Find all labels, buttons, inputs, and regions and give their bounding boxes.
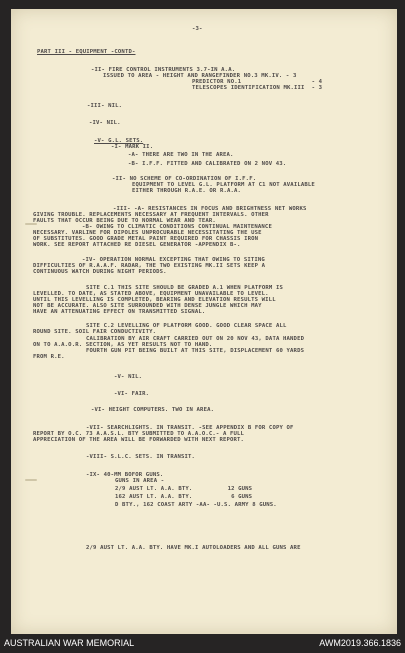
line: NOT BE ACCURATE. ALSO SITE SURROUNDED WITH DENSE JUNGLE WHICH MAY <box>33 303 262 309</box>
line: CALIBRATION BY AIR CRAFT CARRIED OUT ON 20 NOV 43, DATA HANDED <box>86 336 305 342</box>
footer-institution: AUSTRALIAN WAR MEMORIAL <box>4 638 135 648</box>
line: -III- NIL. <box>87 103 123 109</box>
line: -VIII- S.L.C. SETS. IN TRANSIT. <box>86 454 196 460</box>
line: -III- -A- RESISTANCES IN FOCUS AND BRIGHTNESS NET WORKS <box>113 206 307 212</box>
line: -IV- OPERATION NORMAL EXCEPTING THAT OWING TO SITING <box>82 257 265 263</box>
line: TELESCOPES IDENTIFICATION MK.III - 3 <box>192 85 323 91</box>
line: ROUND SITE. SOIL FAIR CONDUCTIVITY. <box>33 329 157 335</box>
line: NECESSARY. VARLINE FOR DIPOLES UNPROCURABLE NECESSITATING THE USE <box>33 230 262 236</box>
line: FOURTH GUN PIT BEING BUILT AT THIS SITE, DISPLACEMENT 60 YARDS <box>86 348 305 354</box>
line: PREDICTOR NO.1 - 4 <box>192 79 323 85</box>
line: EQUIPMENT TO LEVEL G.L. PLATFORM AT C1 NOT AVAILABLE <box>132 182 315 188</box>
line: -VII- SEARCHLIGHTS. IN TRANSIT. -SEE APPENDIX B FOR COPY OF <box>86 425 294 431</box>
line: WORK. SEE REPORT ATTACHED RE DIESEL GENERATOR -APPENDIX B-. <box>33 242 241 248</box>
line: UNTIL THIS LEVELLING IS COMPLETED, BEARING AND ELEVATION RESULTS WILL <box>33 297 276 303</box>
punch-hole <box>25 479 37 481</box>
line: -VI- FAIR. <box>114 391 150 397</box>
document-page <box>11 9 397 634</box>
footer-reference: AWM2019.366.1836 <box>319 638 401 648</box>
line: -I- MARK II. <box>111 144 154 150</box>
line: -A- THERE ARE TWO IN THE AREA. <box>128 152 234 158</box>
line: DIFFICULTIES OF R.A.A.F. RADAR, THE TWO EXISTING MK.II SETS KEEP A <box>33 263 266 269</box>
line: 2/9 AUST LT. A.A. BTY. 12 GUNS <box>115 486 253 492</box>
line: GIVING TROUBLE. REPLACEMENTS NECESSARY AT FREQUENT INTERVALS. OTHER <box>33 212 269 218</box>
line: -IV- NIL. <box>89 120 121 126</box>
line: REPORT BY O.C. 73 A.A.S.L. BTY SUBMITTED TO A.A.O.C.- A FULL <box>33 431 245 437</box>
line: FROM R.E. <box>33 354 65 360</box>
line: GUNS IN AREA - <box>115 478 165 484</box>
line: HAVE AN ATTENUATING EFFECT ON TRANSMITTED SIGNAL. <box>33 309 206 315</box>
line: SITE C.2 LEVELLING OF PLATFORM GOOD. GOOD CLEAR SPACE ALL <box>86 323 287 329</box>
line: 162 AUST LT. A.A. BTY. 6 GUNS <box>115 494 253 500</box>
line: OF SUBSTITUTES. GOOD GRADE METAL PAINT REQUIRED FOR CHASSIS IRON <box>33 236 259 242</box>
line: -VI- HEIGHT COMPUTERS. TWO IN AREA. <box>91 407 215 413</box>
archive-footer <box>0 634 405 653</box>
line: -V- NIL. <box>114 374 143 380</box>
line: -IX- 40-MM BOFOR GUNS. <box>86 472 164 478</box>
line: SITE C.1 THIS SITE SHOULD BE GRADED A.1 WHEN PLATFORM IS <box>86 285 283 291</box>
line: APPRECIATION OF THE AREA WILL BE FORWARDED WITH NEXT REPORT. <box>33 437 245 443</box>
line: -B- I.F.F. FITTED AND CALIBRATED ON 2 NOV 43. <box>128 161 287 167</box>
line: -II- FIRE CONTROL INSTRUMENTS 3.7-IN A.A. <box>91 67 236 73</box>
line: FAULTS THAT OCCUR BEING DUE TO NORMAL WEAR AND TEAR. <box>33 218 216 224</box>
line: D BTY., 162 COAST ARTY -AA- -U.S. ARMY 8 GUNS. <box>115 502 277 508</box>
line: EITHER THROUGH R.A.E. OR R.A.A. <box>132 188 242 194</box>
page-number: -3- <box>192 26 203 32</box>
line: ISSUED TO AREA - HEIGHT AND RANGEFINDER NO.3 MK.IV. - 3 <box>103 73 297 79</box>
line: 2/9 AUST LT. A.A. BTY. HAVE MK.I AUTOLOADERS AND ALL GUNS ARE <box>86 545 301 551</box>
part-title: PART III - EQUIPMENT -CONTD- <box>37 49 136 55</box>
line: -B- OWING TO CLIMATIC CONDITIONS CONTINUAL MAINTENANCE <box>82 224 272 230</box>
line: -V- G.L. SETS. <box>94 138 144 144</box>
line: LEVELLED. TO DATE, AS STATED ABOVE, EQUIPMENT UNAVAILABLE TO LEVEL. <box>33 291 269 297</box>
line: CONTINUOUS WATCH DURING NIGHT PERIODS. <box>33 269 167 275</box>
line: ON TO A.A.O.R. SECTION, AS YET RESULTS NOT TO HAND. <box>33 342 213 348</box>
line: -II- NO SCHEME OF CO-ORDINATION OF I.F.F. <box>112 176 257 182</box>
